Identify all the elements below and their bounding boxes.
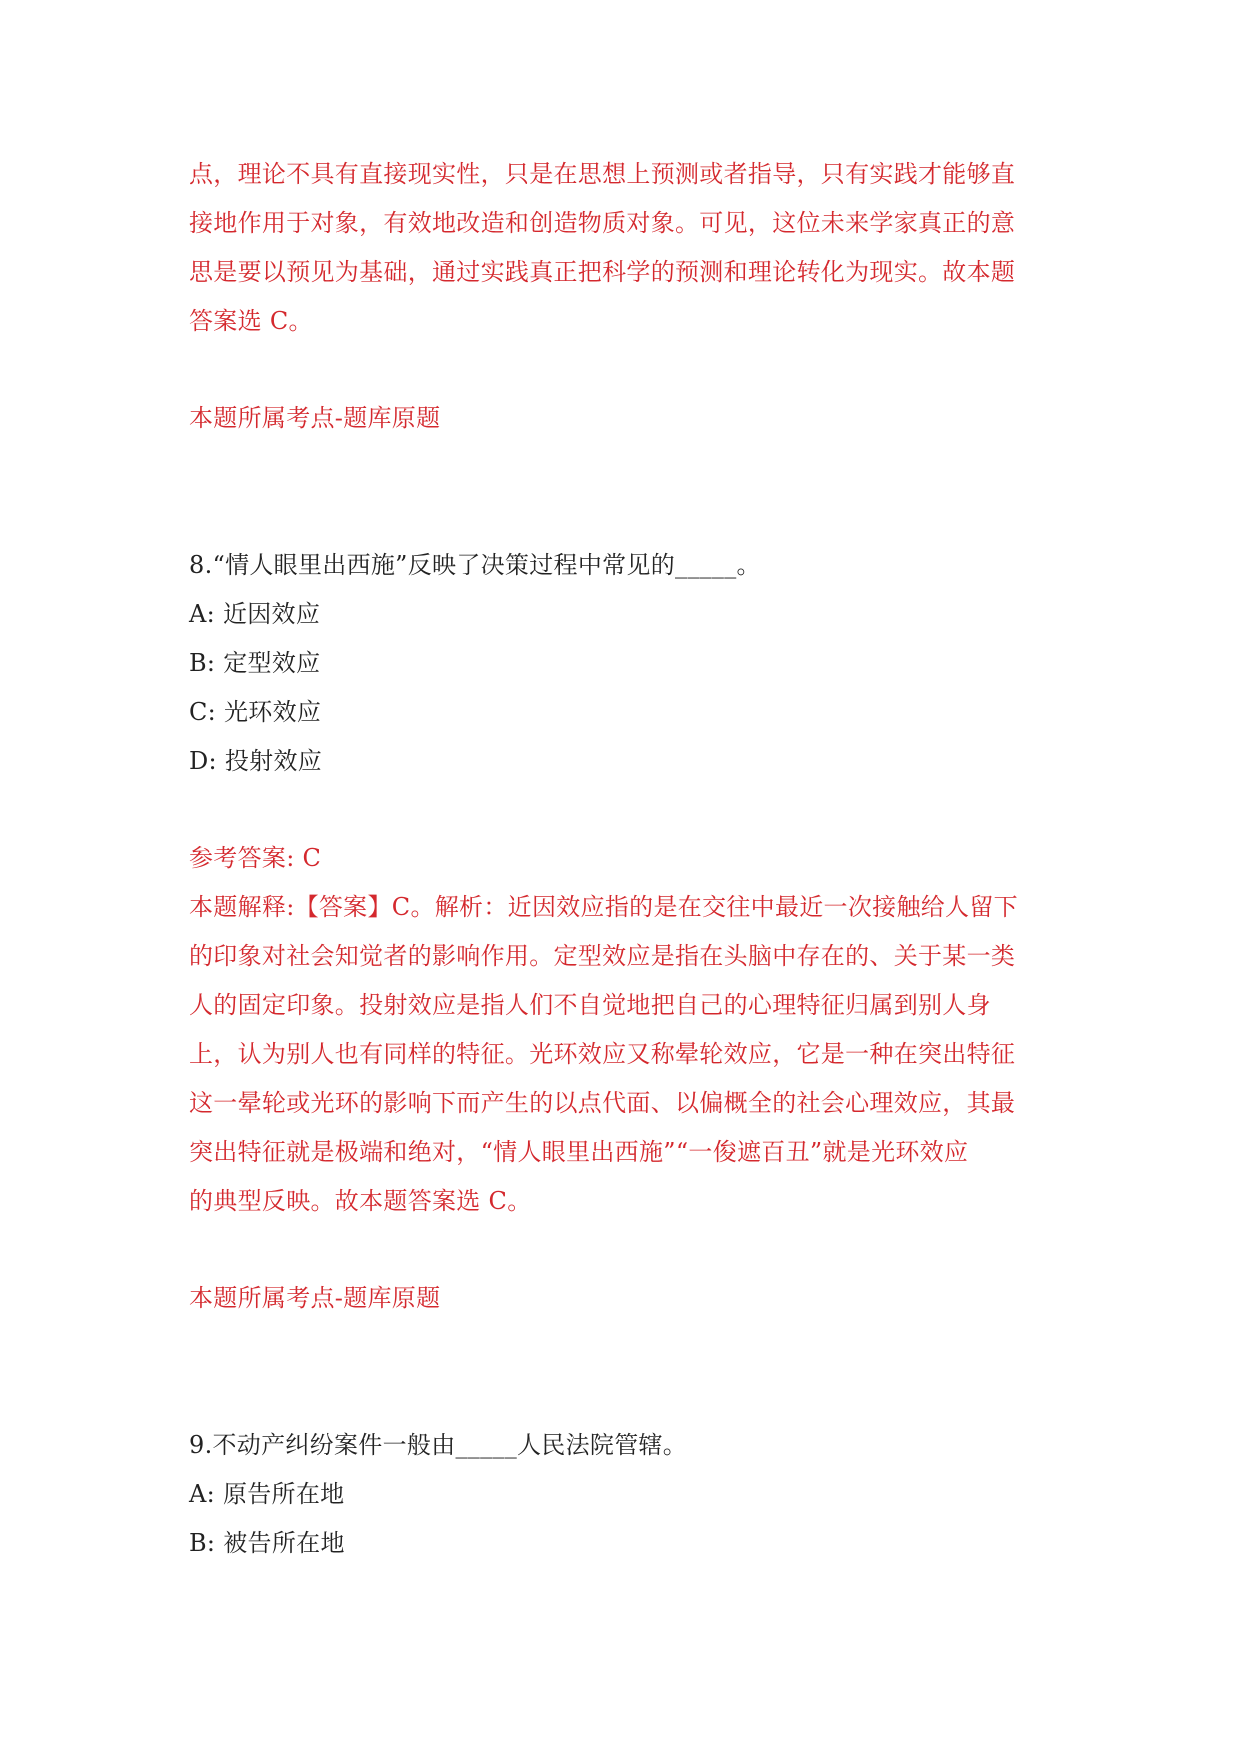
- explanation-line: 上，认为别人也有同样的特征。光环效应又称晕轮效应，它是一种在突出特征: [189, 1040, 1016, 1068]
- explanation-line: 点，理论不具有直接现实性，只是在思想上预测或者指导，只有实践才能够直: [189, 160, 1016, 188]
- explanation-line: 接地作用于对象，有效地改造和创造物质对象。可见，这位未来学家真正的意: [189, 209, 1016, 237]
- explanation-line: 思是要以预见为基础，通过实践真正把科学的预测和理论转化为现实。故本题: [189, 258, 1016, 286]
- topic-label: 本题所属考点-题库原题: [189, 404, 441, 432]
- explanation-line: 这一晕轮或光环的影响下而产生的以点代面、以偏概全的社会心理效应，其最: [189, 1089, 1016, 1117]
- topic-label: 本题所属考点-题库原题: [189, 1284, 441, 1312]
- option-c: C: 光环效应: [189, 698, 322, 726]
- prev-explanation: [189, 150, 1045, 346]
- explanation: [189, 883, 1045, 1226]
- explanation-line: 人的固定印象。投射效应是指人们不自觉地把自己的心理特征归属到别人身: [189, 991, 991, 1019]
- spacer: [189, 1226, 1045, 1274]
- option-a: A: 近因效应: [189, 600, 321, 628]
- spacer: [189, 443, 1045, 541]
- spacer: [189, 1323, 1045, 1421]
- explanation-line: 答案选 C。: [189, 307, 313, 335]
- explanation-line: 突出特征就是极端和绝对，“情人眼里出西施”“一俊遮百丑”就是光环效应: [189, 1138, 969, 1166]
- explanation-line: 的印象对社会知觉者的影响作用。定型效应是指在头脑中存在的、关于某一类: [189, 942, 1016, 970]
- spacer: [189, 786, 1045, 834]
- option-d: D: 投射效应: [189, 747, 323, 775]
- question-8: [189, 541, 1045, 1323]
- option-b: B: 定型效应: [189, 649, 321, 677]
- document-page: [189, 150, 1045, 1568]
- option-b: B: 被告所在地: [189, 1529, 345, 1557]
- question-9: [189, 1421, 1045, 1568]
- reference-answer: 参考答案: C: [189, 844, 322, 872]
- option-a: A: 原告所在地: [189, 1480, 345, 1508]
- question-stem: 8.“情人眼里出西施”反映了决策过程中常见的_____。: [189, 551, 761, 579]
- explanation-line: 的典型反映。故本题答案选 C。: [189, 1187, 532, 1215]
- question-stem: 9.不动产纠纷案件一般由_____人民法院管辖。: [189, 1431, 688, 1459]
- spacer: [189, 346, 1045, 394]
- explanation-line: 本题解释:【答案】C。解析：近因效应指的是在交往中最近一次接触给人留下: [189, 893, 1018, 921]
